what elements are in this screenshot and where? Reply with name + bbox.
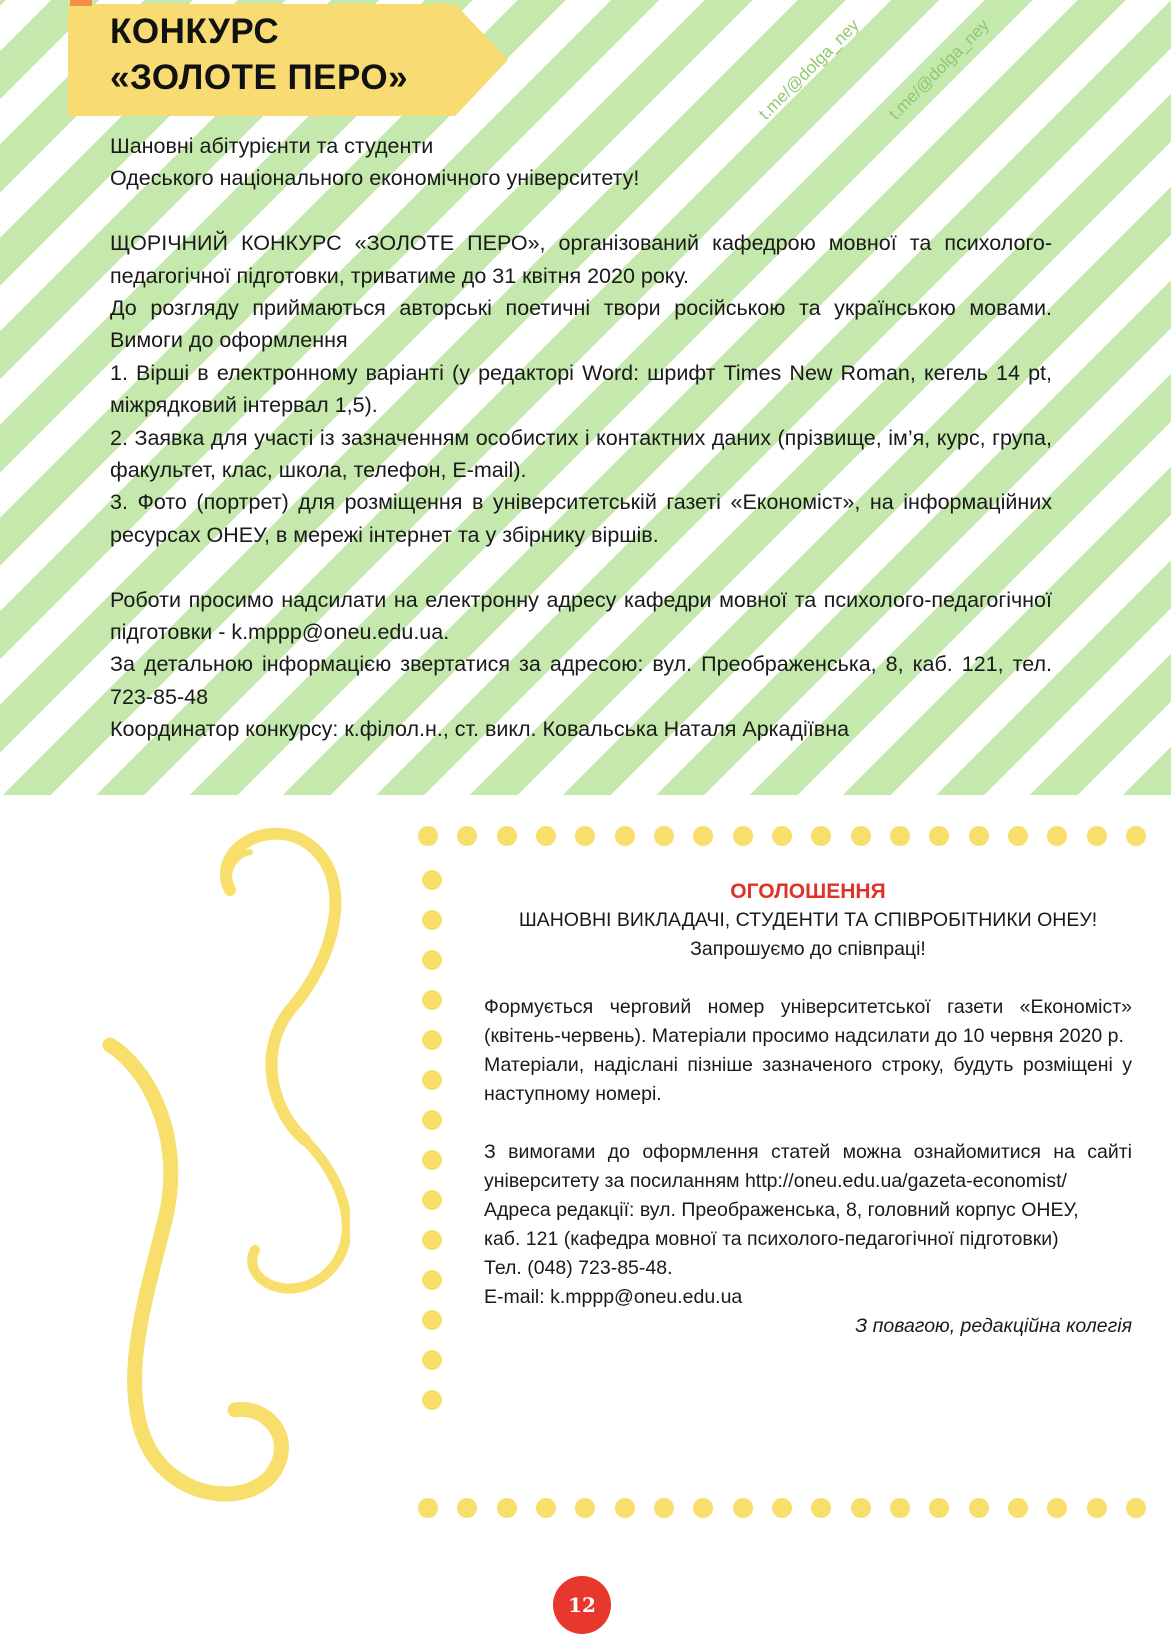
page-number-badge: 12: [553, 1576, 611, 1634]
greeting-line2: Одеського національного економічного університету!: [110, 166, 640, 191]
announcement-subheading: ШАНОВНІ ВИКЛАДАЧІ, СТУДЕНТИ ТА СПІВРОБІТНИКИ ОНЕУ!: [518, 909, 1098, 931]
watermark-1: t.me/@dolga_ney: [755, 15, 863, 124]
announcement-box: [484, 877, 1132, 1341]
banner-accent: [70, 0, 92, 6]
submission-info: Роботи просимо надсилати на електронну адресу кафедри мовної та психолого-педагогічної підготовки - k.mppp@oneu.edu.ua.: [110, 587, 1052, 645]
announcement-signature: З повагою, редакційна колегія: [855, 1315, 1132, 1337]
dotted-border-left: [418, 870, 446, 1410]
announcement-invite: Запрошуємо до співпраці!: [690, 938, 926, 960]
announcement-paragraph-2: Матеріали, надіслані пізніше зазначеного строку, будуть розміщені у наступному номері.: [484, 1054, 1132, 1105]
requirement-2: 2. Заявка для участі із зазначенням особистих і контактних даних (прізвище, ім’я, курс, група, факультет, клас, школа, телефон, E-mail).: [110, 425, 1052, 483]
announcement-phone: Тел. (048) 723-85-48.: [484, 1257, 673, 1279]
banner-title-line1: КОНКУРС: [110, 12, 280, 51]
announcement-address-1: Адреса редакції: вул. Преображенська, 8, головний корпус ОНЕУ,: [484, 1199, 1079, 1221]
contest-paragraph-2: До розгляду приймаються авторські поетичні твори російською та українською мовами. Вимоги до оформлення: [110, 296, 1052, 353]
announcement-address-2: каб. 121 (кафедра мовної та психолого-педагогічної підготовки): [484, 1228, 1059, 1250]
watermark-2: t.me/@dolga_ney: [885, 15, 993, 124]
requirement-3: 3. Фото (портрет) для розміщення в університетській газеті «Економіст», на інформаційних ресурсах ОНЕУ, в мережі інтернет та у збірнику віршів.: [110, 490, 1052, 547]
contact-info: За детальною інформацією звертатися за адресою: вул. Преображенська, 8, каб. 121, тел. 723-85-48: [110, 652, 1052, 709]
announcement-paragraph-3: З вимогами до оформлення статей можна ознайомитися на сайті університету за посиланням http://oneu.edu.ua/gazeta-economist/: [484, 1141, 1132, 1192]
greeting-line1: Шановні абітурієнти та студенти: [110, 134, 434, 158]
requirement-1: 1. Вірші в електронному варіанті (у редакторі Word: шрифт Times New Roman, кегель 14 pt, міжрядковий інтервал 1,5).: [110, 360, 1052, 418]
decorative-flourish: [90, 820, 350, 1520]
contest-text: [110, 130, 1052, 746]
announcement-paragraph-1: Формується черговий номер університетської газети «Економіст» (квітень-червень). Матеріали просимо надсилати до 10 червня 2020 р.: [484, 996, 1132, 1047]
contest-paragraph-1: ЩОРІЧНИЙ КОНКУРС «ЗОЛОТЕ ПЕРО», організований кафедрою мовної та психолого-педагогічної підготовки, триватиме до 31 квітня 2020 року.: [110, 231, 1052, 288]
announcement-heading: ОГОЛОШЕННЯ: [730, 880, 886, 903]
banner-title-line2: «ЗОЛОТЕ ПЕРО»: [110, 58, 409, 97]
announcement-email: E-mail: k.mppp@oneu.edu.ua: [484, 1286, 743, 1308]
coordinator-info: Координатор конкурсу: к.філол.н., ст. викл. Ковальська Наталя Аркадіївна: [110, 717, 850, 742]
dotted-border-bottom: [418, 1494, 1146, 1522]
dotted-border-top: [418, 822, 1146, 850]
